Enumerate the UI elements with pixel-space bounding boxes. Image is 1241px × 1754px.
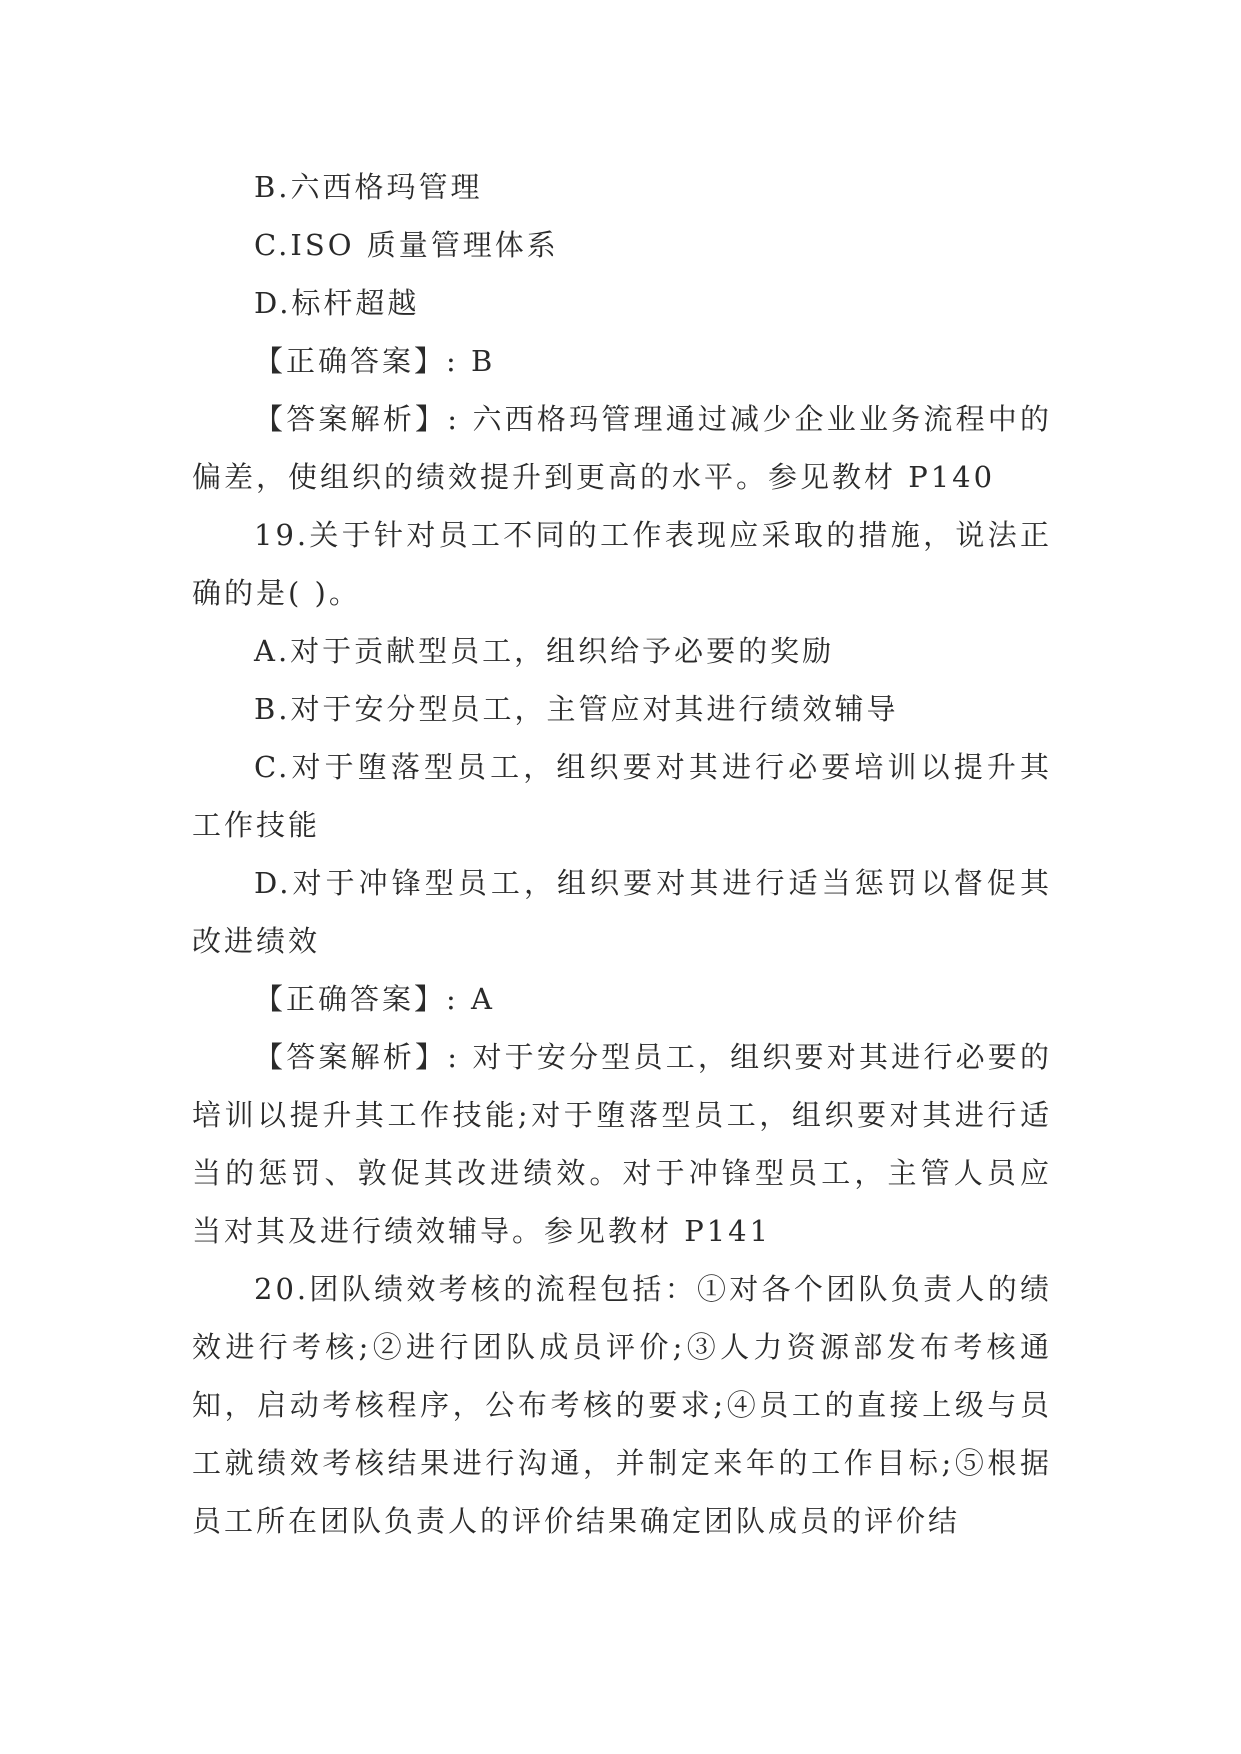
answer-explanation-18: 【答案解析】: 六西格玛管理通过减少企业业务流程中的偏差，使组织的绩效提升到更高的水平。参见教材 P140	[192, 402, 1052, 494]
correct-answer-18: 【正确答案】: B	[254, 344, 496, 378]
question-19-option-a: A.对于贡献型员工，组织给予必要的奖励	[254, 634, 835, 668]
option-d-benchmarking: D.标杆超越	[254, 286, 420, 320]
option-b-six-sigma: B.六西格玛管理	[254, 170, 483, 204]
question-19: 19.关于针对员工不同的工作表现应采取的措施，说法正确的是( )。	[192, 518, 1052, 610]
question-19-option-b: B.对于安分型员工，主管应对其进行绩效辅导	[254, 692, 899, 726]
option-c-iso: C.ISO 质量管理体系	[254, 228, 559, 262]
question-20: 20.团队绩效考核的流程包括：①对各个团队负责人的绩效进行考核;②进行团队成员评价;③人力资源部发布考核通知，启动考核程序，公布考核的要求;④员工的直接上级与员工就绩效考核结果进行沟通，并制定来年的工作目标;⑤根据员工所在团队负责人的评价结果确定团队成员的评价结	[192, 1272, 1052, 1538]
question-19-option-d: D.对于冲锋型员工，组织要对其进行适当惩罚以督促其改进绩效	[192, 866, 1052, 958]
correct-answer-19: 【正确答案】: A	[254, 982, 495, 1016]
answer-explanation-19: 【答案解析】: 对于安分型员工，组织要对其进行必要的培训以提升其工作技能;对于堕落型员工，组织要对其进行适当的惩罚、敦促其改进绩效。对于冲锋型员工，主管人员应当对其及进行绩效辅导。参见教材 P141	[192, 1040, 1052, 1248]
question-19-option-c: C.对于堕落型员工，组织要对其进行必要培训以提升其工作技能	[192, 750, 1052, 842]
document-body	[192, 158, 1052, 1550]
